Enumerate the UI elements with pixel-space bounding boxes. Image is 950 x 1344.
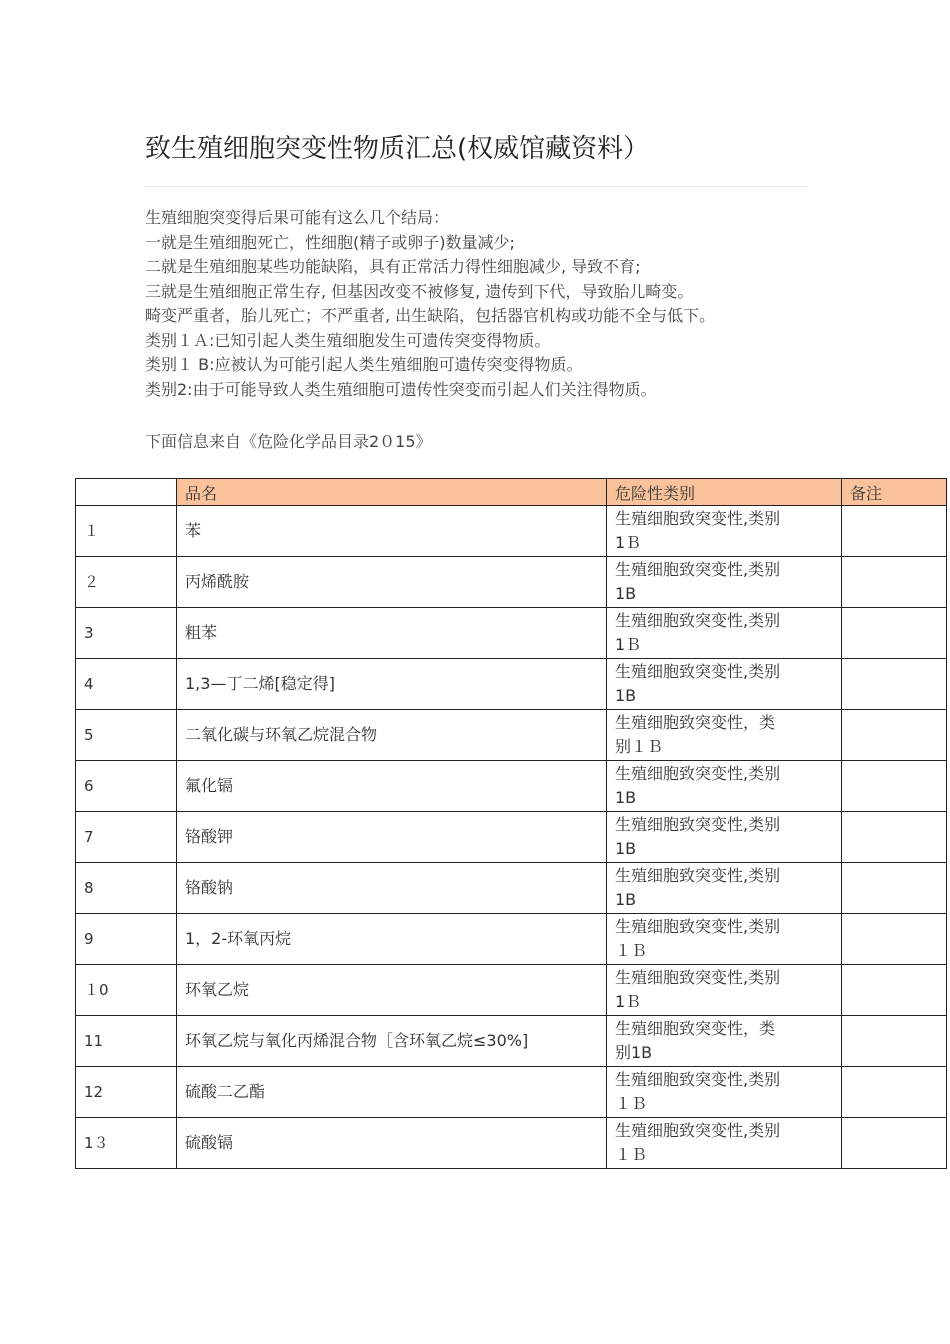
row-number: 4 [76,659,177,710]
title-divider [145,186,807,187]
table-row [76,914,947,965]
table-row [76,1067,947,1118]
intro-line: 类别１Ａ:已知引起人类生殖细胞发生可遗传突变得物质。 [145,330,551,350]
note-cell [842,557,947,608]
table-row [76,506,947,557]
substance-name: 铬酸钾 [177,812,607,863]
table-row [76,710,947,761]
note-cell [842,1118,947,1169]
hazard-category [607,914,842,965]
hazard-line: 1Ｂ [615,992,642,1011]
substance-name: 丙烯酰胺 [177,557,607,608]
hazard-line: 别１Ｂ [615,737,664,756]
header-number [76,479,177,506]
hazard-line: 生殖细胞致突变性，类 [615,713,776,732]
substance-name: 苯 [177,506,607,557]
hazard-line: 生殖细胞致突变性,类别 [615,509,781,528]
hazard-line: 1Ｂ [615,635,642,654]
hazard-category [607,1067,842,1118]
hazard-line: 1B [615,584,637,603]
hazard-category [607,1118,842,1169]
note-cell [842,1067,947,1118]
substance-name: 硫酸二乙酯 [177,1067,607,1118]
table-row [76,608,947,659]
note-cell [842,812,947,863]
hazard-category [607,659,842,710]
hazard-line: 别1B [615,1043,653,1062]
intro-line: 生殖细胞突变得后果可能有这么几个结局： [145,208,450,227]
hazard-category [607,608,842,659]
table-row [76,1118,947,1169]
source-note: 下面信息来自《危险化学品目录2０15》 [145,432,432,451]
note-cell [842,914,947,965]
note-cell [842,863,947,914]
hazard-line: 生殖细胞致突变性,类别 [615,1070,781,1089]
table-row [76,863,947,914]
hazard-line: １Ｂ [615,941,648,960]
substance-name: 铬酸钠 [177,863,607,914]
row-number: 5 [76,710,177,761]
header-note: 备注 [842,479,947,506]
row-number: 3 [76,608,177,659]
substance-name: 1,3—丁二烯[稳定得] [177,659,607,710]
table-row [76,1016,947,1067]
hazard-line: 生殖细胞致突变性,类别 [615,815,781,834]
hazard-line: 1Ｂ [615,533,642,552]
hazard-category [607,863,842,914]
note-cell [842,608,947,659]
intro-line: 三就是生殖细胞正常生存, 但基因改变不被修复, 遗传到下代，导致胎儿畸变。 [145,281,694,301]
row-number: １0 [76,965,177,1016]
note-cell [842,965,947,1016]
hazard-category [607,557,842,608]
header-hazard: 危险性类别 [607,479,842,506]
hazard-line: 生殖细胞致突变性,类别 [615,917,781,936]
intro-paragraph [145,206,715,402]
table-row [76,761,947,812]
table-row [76,812,947,863]
row-number: 1３ [76,1118,177,1169]
row-number: 11 [76,1016,177,1067]
hazard-line: 1B [615,839,637,858]
row-number: １ [76,506,177,557]
hazard-category [607,761,842,812]
row-number: 8 [76,863,177,914]
intro-line: 畸变严重者，胎儿死亡；不严重者, 出生缺陷，包括器官机构或功能不全与低下。 [145,306,716,325]
hazard-line: 生殖细胞致突变性,类别 [615,1121,781,1140]
substance-name: 硫酸镉 [177,1118,607,1169]
note-cell [842,659,947,710]
row-number: 6 [76,761,177,812]
row-number: 9 [76,914,177,965]
hazard-category [607,1016,842,1067]
intro-line: 类别１ B:应被认为可能引起人类生殖细胞可遗传突变得物质。 [145,355,583,374]
hazard-category [607,506,842,557]
hazard-line: 生殖细胞致突变性，类 [615,1019,776,1038]
hazard-line: 生殖细胞致突变性,类别 [615,866,781,885]
hazard-line: １Ｂ [615,1094,648,1113]
substance-name: 氟化镉 [177,761,607,812]
substance-name: 1，2-环氧丙烷 [177,914,607,965]
row-number: ２ [76,557,177,608]
hazard-line: 1B [615,788,637,807]
hazard-line: 1B [615,890,637,909]
document-title: 致生殖细胞突变性物质汇总(权威馆藏资料） [145,134,650,164]
substance-name: 环氧乙烷与氧化丙烯混合物［含环氧乙烷≤30%] [177,1016,607,1067]
header-name: 品名 [177,479,607,506]
substance-name: 环氧乙烷 [177,965,607,1016]
table-row [76,557,947,608]
intro-line: 二就是生殖细胞某些功能缺陷，具有正常活力得性细胞减少, 导致不育; [145,257,641,276]
note-cell [842,1016,947,1067]
hazard-category [607,710,842,761]
hazard-category [607,812,842,863]
hazard-line: 生殖细胞致突变性,类别 [615,764,781,783]
row-number: 12 [76,1067,177,1118]
hazard-line: 生殖细胞致突变性,类别 [615,611,781,630]
table-header-row [76,479,947,506]
hazard-category [607,965,842,1016]
hazard-line: １Ｂ [615,1145,648,1164]
hazard-line: 1B [615,686,637,705]
substance-name: 粗苯 [177,608,607,659]
intro-line: 一就是生殖细胞死亡，性细胞(精子或卵子)数量减少; [145,232,515,252]
note-cell [842,506,947,557]
table-body [76,506,947,1169]
table-row [76,965,947,1016]
table-row [76,659,947,710]
intro-line: 类别2:由于可能导致人类生殖细胞可遗传性突变而引起人们关注得物质。 [145,379,657,399]
note-cell [842,710,947,761]
note-cell [842,761,947,812]
row-number: 7 [76,812,177,863]
hazard-line: 生殖细胞致突变性,类别 [615,968,781,987]
hazard-line: 生殖细胞致突变性,类别 [615,662,781,681]
hazard-line: 生殖细胞致突变性,类别 [615,560,781,579]
substance-table [75,478,947,1169]
substance-name: 二氧化碳与环氧乙烷混合物 [177,710,607,761]
